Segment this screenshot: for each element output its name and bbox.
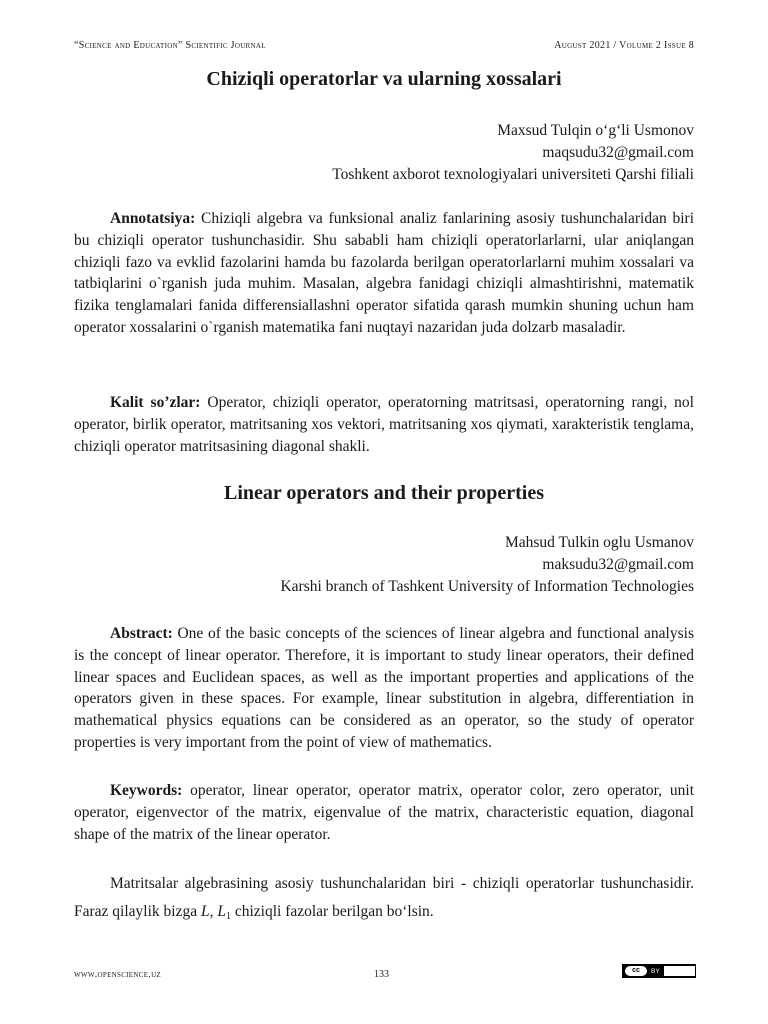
- page-number: 133: [374, 969, 389, 980]
- by-icon: BY: [651, 967, 660, 975]
- uz-abstract: [74, 208, 694, 339]
- uz-abstract-label: Annotatsiya:: [110, 210, 196, 227]
- uz-email[interactable]: maqsudu32@gmail.com: [542, 144, 694, 161]
- journal-name: “Science and Education” Scientific Journal: [74, 40, 266, 51]
- en-author: Mahsud Tulkin oglu Usmanov: [504, 534, 694, 551]
- uz-title: Chiziqli operatorlar va ularning xossalari: [206, 68, 562, 90]
- en-email[interactable]: maksudu32@gmail.com: [542, 556, 694, 573]
- body-text-before: Matritsalar algebrasining asosiy tushunchalaridan biri - chiziqli operatorlar tushunchasidir. Faraz qilaylik bizga: [74, 875, 694, 920]
- math-L1: L: [217, 903, 226, 920]
- en-abstract: [74, 623, 694, 754]
- uz-author: Maxsud Tulqin o‘g‘li Usmonov: [497, 122, 694, 139]
- en-abstract-text: One of the basic concepts of the sciences of linear algebra and functional analysis is the concept of linear operator. Therefore, it is important to study linear operators, their defined linear spaces and Euclidean spaces, as well as the important properties and applications of the operators given in these spaces. For example, linear substitution in algebra, differentiation in mathematical physics equations can be considered as an operator, so the study of operator properties is very important from the point of view of mathematics.: [74, 625, 694, 751]
- issue-info: August 2021 / Volume 2 Issue 8: [554, 40, 694, 51]
- body-paragraph: [74, 870, 694, 931]
- body-text-after: chiziqli fazolar berilgan bo‘lsin.: [230, 903, 434, 920]
- en-keywords-text: operator, linear operator, operator matrix, operator color, zero operator, unit operator, eigenvector of the matrix, eigenvalue of the matrix, characteristic equation, diagonal shape of the matrix of the linear operator.: [74, 782, 694, 843]
- uz-keywords-label: Kalit so’zlar:: [110, 394, 201, 411]
- uz-abstract-text: Chiziqli algebra va funksional analiz fanlarining asosiy tushunchalaridan biri bu chiziqli operator tushunchasidir. Shu sababli ham chiziqli operatorlarlarni, ular aniqlangan chiziqli fazo va evklid fazolarini hamda bu fazolarda berilgan operatorlarlarni muhim xossalari va tatbiqlarini o`rganish juda muhim. Masalan, algebra fanidagi chiziqli almashtirishni, matematik fizika tenglamalari fanida differensiallashni operator sifatida qarash mumkin shuning uchun ham operator xossalarini o`rganish matematika fani nuqtayi nazaridan juda dolzarb masaladir.: [74, 210, 694, 336]
- math-L1-subscript: 1: [225, 911, 231, 922]
- footer-site[interactable]: www.openscience.uz: [74, 969, 161, 980]
- en-affiliation: Karshi branch of Tashkent University of Information Technologies: [280, 578, 694, 595]
- uz-affiliation: Toshkent axborot texnologiyalari universiteti Qarshi filiali: [332, 166, 694, 183]
- math-separator: ,: [209, 903, 218, 920]
- en-title: Linear operators and their properties: [224, 482, 544, 504]
- en-keywords-label: Keywords:: [110, 782, 183, 799]
- en-keywords: [74, 780, 694, 845]
- uz-keywords: [74, 392, 694, 457]
- math-L: L: [200, 903, 210, 920]
- cc-icon: cc: [625, 966, 647, 976]
- badge-strip: [664, 966, 695, 976]
- cc-license-badge[interactable]: [622, 964, 696, 978]
- uz-keywords-text: Operator, chiziqli operator, operatorning matritsasi, operatorning rangi, nol operator, birlik operator, matritsaning xos vektori, matritsaning xos qiymati, xarakteristik tenglama, chiziqli operator matritsasining diagonal shakli.: [74, 394, 694, 455]
- en-abstract-label: Abstract:: [110, 625, 173, 642]
- uz-author-block: [332, 120, 694, 186]
- en-author-block: [280, 532, 694, 598]
